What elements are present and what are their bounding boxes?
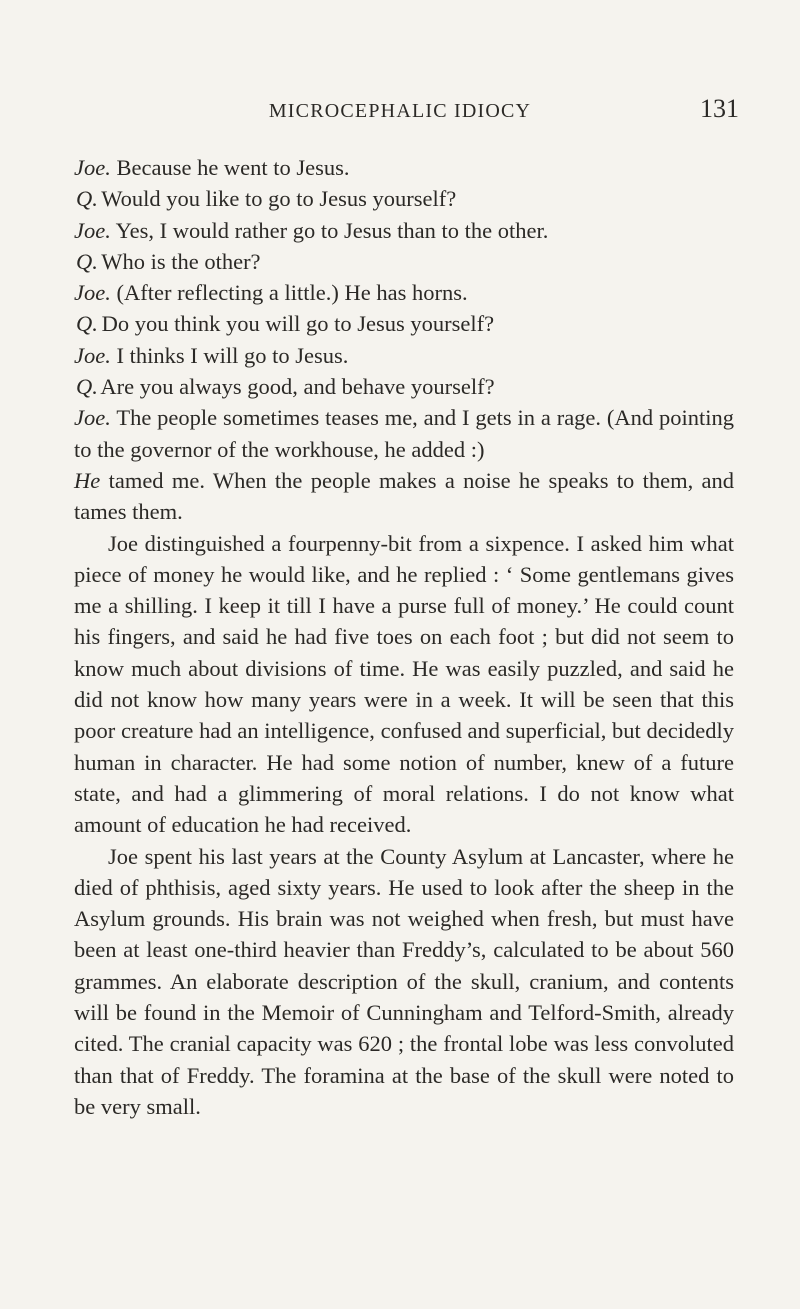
speaker-label: Q. [76,248,98,274]
dialogue-text: Because he went to Jesus. [116,155,350,180]
dialogue-text: (After reflecting a little.) He has horns. [116,280,468,306]
speaker-label: Q. [76,374,98,400]
dialogue-line [74,308,734,339]
dialogue-text: I thinks I will go to Jesus. [116,342,349,368]
running-head [0,94,800,130]
body-paragraph: Joe spent his last years at the County Asylum at Lancaster, where he died of phthisis, aged sixty years. He used to look after the sheep in the Asylum grounds. His brain was not weighed when fresh, but must have been at least one-third heavier than Freddy’s, calculated to be about 560 grammes. An elaborate description of the skull, cranium, and contents will be found in the Memoir of Cunningham and Telford-Smith, already cited. The cranial capacity was 620 ; the frontal lobe was less convoluted than that of Freddy. The foramina at the base of the skull were noted to be very small. [74,843,734,1119]
speaker-label: Joe. [74,217,111,243]
dialogue-continuation: tamed me. When the people makes a noise he speaks to them, and tames them. [74,467,735,525]
dialogue-text: The people sometimes teases me, and I gets in a rage. (And pointing to the governor of the workhouse, he added :) [74,405,735,462]
speaker-label: Q. [76,311,98,337]
dialogue-text: Yes, I would rather go to Jesus than to the other. [115,217,549,243]
body-paragraph: Joe distinguished a fourpenny-bit from a sixpence. I asked him what piece of money he would like, and he replied : ‘ Some gentlemans gives me a shilling. I keep it till I have a purse full of money.’ He could count his fingers, and said he had five toes on each foot ; but did not seem to know much about divisions of time. He was easily puzzled, and said he did not know how many years were in a week. It will be seen that this poor creature had an intelligence, confused and superficial, but decidedly human in character. He had some notion of number, knew of a future state, and had a glimmering of moral relations. I do not know what amount of education he had received. [74,530,734,838]
speaker-label: Joe. [74,280,111,306]
speaker-label: Joe. [74,405,111,431]
dialogue-line [74,277,734,308]
dialogue-text: Would you like to go to Jesus yourself? [101,186,457,212]
running-title: MICROCEPHALIC IDIOCY [268,100,532,122]
speaker-label: Joe. [74,155,111,180]
speaker-label: Joe. [74,342,111,368]
dialogue-line [74,402,734,527]
speaker-label: Q. [76,186,98,212]
dialogue-line [74,215,734,246]
dialogue-line [74,246,734,277]
italic-emphasis: He [74,467,101,493]
dialogue-line [74,340,734,371]
dialogue-line [74,371,734,402]
page-body [74,152,734,1122]
dialogue-line [74,152,734,183]
dialogue-line [74,183,734,214]
dialogue-text: Are you always good, and behave yourself? [100,374,495,400]
dialogue-text: Who is the other? [101,248,261,274]
dialogue-text: Do you think you will go to Jesus yourself? [101,311,495,337]
page-number: 131 [700,94,739,123]
